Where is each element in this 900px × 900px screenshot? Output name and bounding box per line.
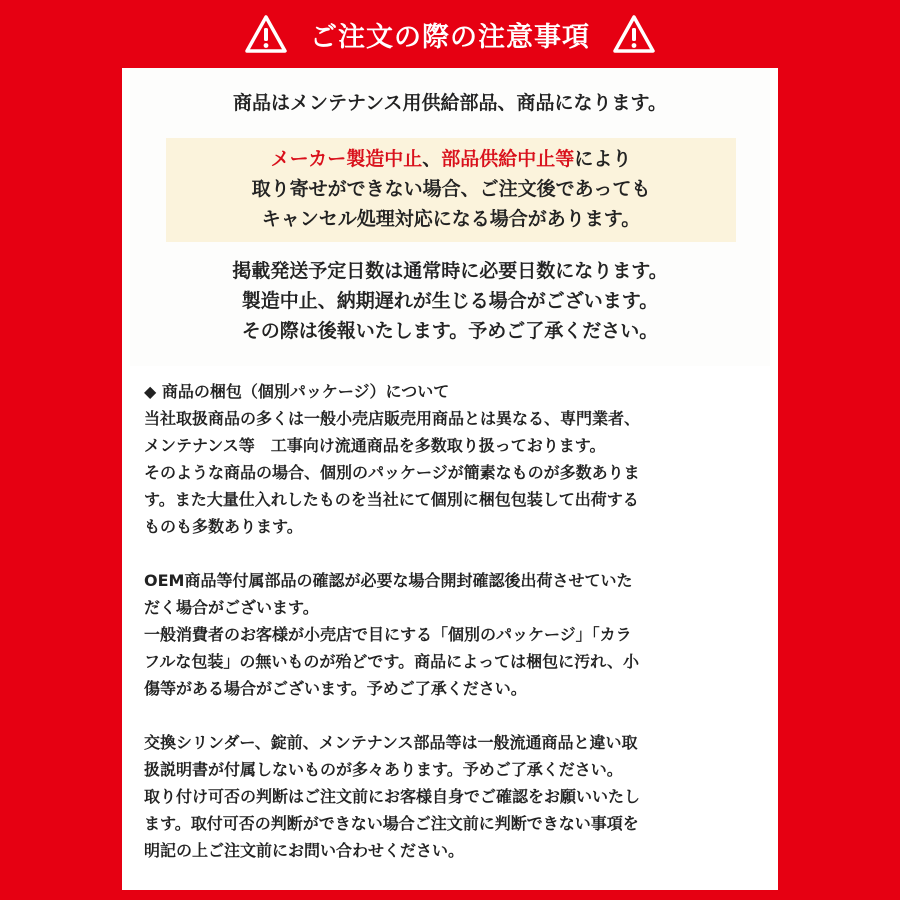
body-line: ものも多数あります。 <box>144 517 303 536</box>
summary-block <box>130 68 770 366</box>
schedule-line-1: 掲載発送予定日数は通常時に必要日数になります。 <box>232 260 668 282</box>
header-bar <box>0 0 900 68</box>
body-line: 交換シリンダー、錠前、メンテナンス部品等は一般流通商品と違い取 <box>144 733 638 752</box>
body-line: す。また大量仕入れしたものを当社にて個別に梱包包装して出荷する <box>144 490 639 509</box>
schedule-line-2: 製造中止、納期遅れが生じる場合がございます。 <box>241 290 659 312</box>
notice-sep: 、 <box>422 148 442 170</box>
intro-text: 商品はメンテナンス用供給部品、商品になります。 <box>233 92 667 114</box>
notice-line-2: 取り寄せができない場合、ご注文後であっても <box>251 178 651 200</box>
warning-icon <box>244 14 288 54</box>
paragraph-gap <box>144 540 764 567</box>
paragraph-gap <box>144 702 764 729</box>
notice-line-3: キャンセル処理対応になる場合があります。 <box>261 208 641 230</box>
body-line: フルな包装」の無いものが殆どです。商品によっては梱包に汚れ、小 <box>144 652 640 671</box>
notice-line-1 <box>166 144 736 174</box>
body-line: ◆ 商品の梱包（個別パッケージ）について <box>144 382 450 401</box>
body-line: そのような商品の場合、個別のパッケージが簡素なものが多数ありま <box>144 463 640 482</box>
content-panel <box>122 68 778 890</box>
body-line: 傷等がある場合がございます。予めご了承ください。 <box>144 679 527 698</box>
body-line: だく場合がございます。 <box>144 598 319 617</box>
page-title: ご注文の際の注意事項 <box>310 21 590 53</box>
body-line: 扱説明書が付属しないものが多々あります。予めご了承ください。 <box>144 760 623 779</box>
body-line: 明記の上ご注文前にお問い合わせください。 <box>144 841 465 860</box>
notice-text: により <box>574 148 632 170</box>
body-line: 取り付け可否の判断はご注文前にお客様自身でご確認をお願いいたし <box>144 787 641 806</box>
body-line: 当社取扱商品の多くは一般小売店販売用商品とは異なる、専門業者、 <box>144 409 641 428</box>
body-line: OEM商品等付属部品の確認が必要な場合開封確認後出荷させていた <box>144 571 633 590</box>
highlight-box <box>166 138 736 242</box>
schedule-line-3: その際は後報いたします。予めご了承ください。 <box>241 320 659 342</box>
warning-icon <box>612 14 656 54</box>
notice-red-2: 部品供給中止等 <box>441 148 575 170</box>
body-line: 一般消費者のお客様が小売店で目にする「個別のパッケージ」「カラ <box>144 625 632 644</box>
body-line: ます。取付可否の判断ができない場合ご注文前に判断できない事項を <box>144 814 639 833</box>
notice-red-1: メーカー製造中止 <box>270 148 423 170</box>
schedule-block <box>130 256 770 346</box>
body-text <box>144 378 764 864</box>
body-line: メンテナンス等 工事向け流通商品を多数取り扱っております。 <box>144 436 606 455</box>
